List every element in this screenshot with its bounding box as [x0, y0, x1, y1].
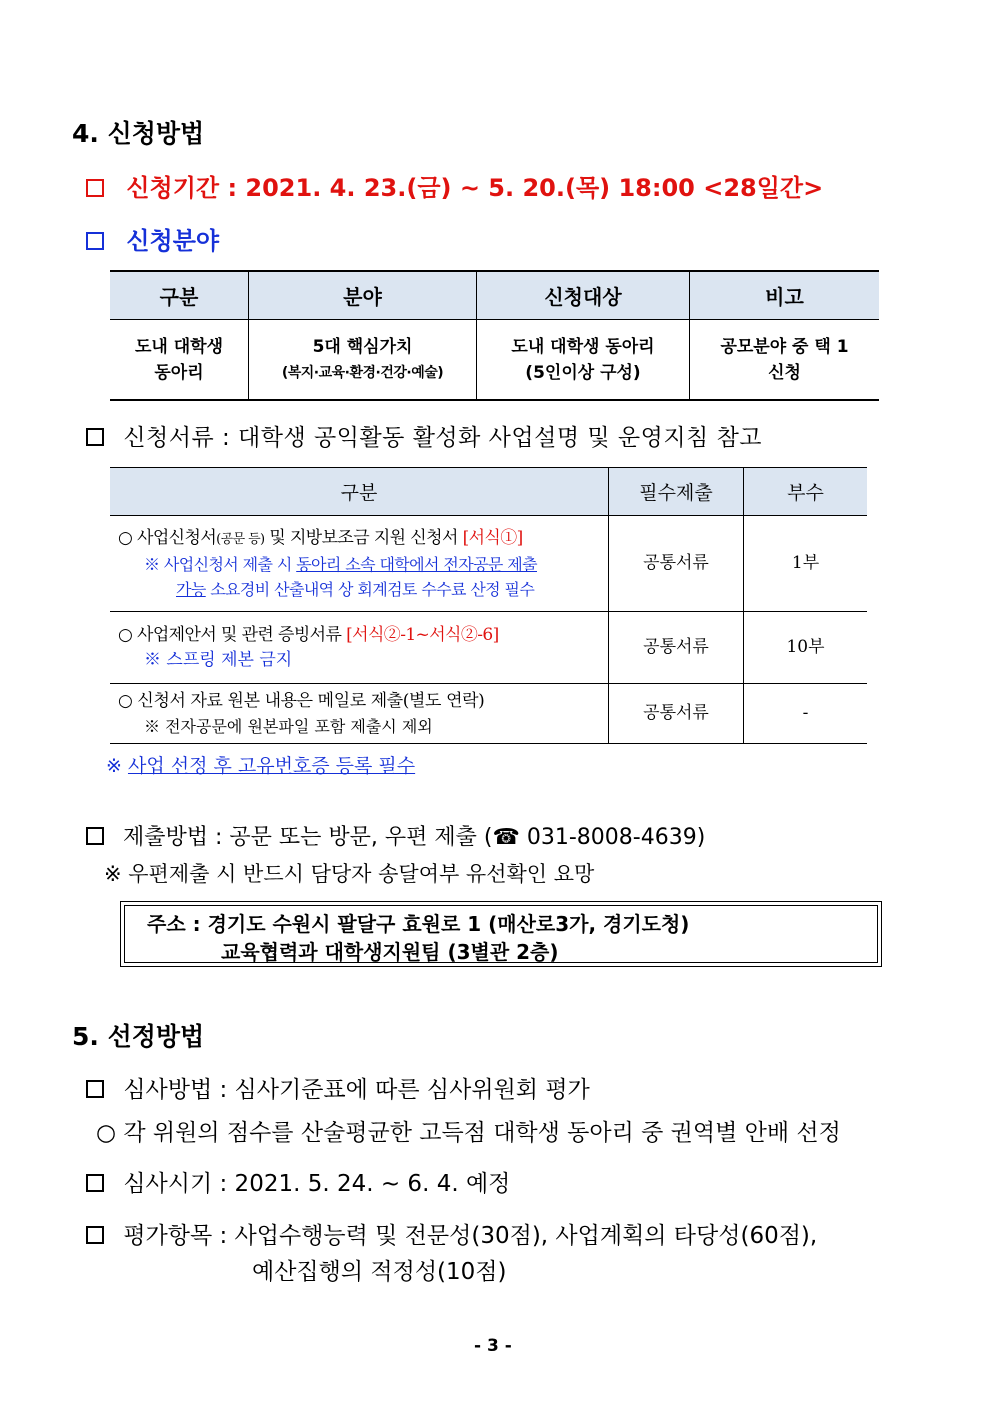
doc-description — [110, 516, 609, 612]
checkbox-square-icon — [86, 827, 104, 845]
evaluation-items — [86, 1217, 817, 1250]
doc-required: 공통서류 — [609, 516, 744, 612]
checkbox-square-icon — [86, 1226, 104, 1244]
cell-line: 공모분야 중 택 1 — [720, 336, 849, 357]
table-row — [110, 684, 867, 744]
cell-field — [249, 320, 477, 401]
evaluation-items-text: 평가항목 : 사업수행능력 및 전문성(30점), 사업계획의 타당성(60점), — [123, 1223, 818, 1249]
header-category: 구분 — [110, 271, 249, 320]
review-period — [86, 1165, 510, 1198]
checkbox-square-icon — [86, 1174, 104, 1192]
checkbox-square-icon — [86, 1080, 104, 1098]
evaluation-items-continued: 예산집행의 적정성(10점) — [252, 1259, 507, 1285]
form-tag: [서식②-1~서식②-6] — [346, 624, 499, 645]
address-line-1: 주소 : 경기도 수원시 팔달구 효원로 1 (매산로3가, 경기도청) — [147, 912, 690, 936]
submission-note: ※ 우편제출 시 반드시 담당자 송달여부 유선확인 요망 — [104, 862, 595, 886]
doc-line — [118, 526, 602, 552]
form-tag: [서식①] — [462, 527, 523, 548]
doc-count: 10부 — [744, 612, 868, 684]
cell-line: 신청 — [768, 362, 801, 383]
header-field: 분야 — [249, 271, 477, 320]
doc-line — [118, 623, 602, 648]
page-number: - 3 - — [474, 1336, 512, 1356]
doc-title: ○ 신청서 자료 원본 내용은 메일로 제출(별도 연락) — [118, 690, 485, 711]
application-documents-text: 신청서류 : 대학생 공익활동 활성화 사업설명 및 운영지침 참고 — [123, 425, 762, 451]
doc-description — [110, 684, 609, 744]
review-method — [86, 1071, 590, 1104]
section-4-title: 4. 신청방법 — [72, 119, 205, 148]
cell-line: 동아리 — [154, 362, 204, 383]
documents-table-header — [110, 468, 867, 516]
doc-required: 공통서류 — [609, 684, 744, 744]
submission-method — [86, 820, 705, 851]
doc-note: ※ 전자공문에 원본파일 포함 제출시 제외 — [144, 716, 433, 736]
doc-required: 공통서류 — [609, 612, 744, 684]
cell-line: (복지·교육·환경·건강·예술) — [281, 364, 444, 381]
note-part: ※ 사업신청서 제출 시 — [144, 554, 297, 574]
note-part: 동아리 소속 대학에서 전자공문 제출 — [296, 554, 537, 574]
address-line-2: 교육협력과 대학생지원팀 (3별관 2층) — [221, 940, 559, 964]
doc-count: - — [744, 684, 868, 744]
doc-title-rest: 및 지방보조금 지원 신청서 — [264, 527, 463, 548]
application-field-text: 신청분야 — [126, 227, 220, 255]
cell-line: 도내 대학생 동아리 — [511, 336, 655, 357]
field-table-header — [110, 271, 879, 320]
doc-registration-note — [106, 751, 415, 778]
doc-note — [118, 577, 602, 602]
submission-method-text: 제출방법 : 공문 또는 방문, 우편 제출 (☎ 031-8008-4639) — [123, 825, 706, 850]
cell-target — [477, 320, 690, 401]
checkbox-square-icon — [86, 232, 104, 250]
cell-line: (5인이상 구성) — [525, 362, 641, 383]
note-text: 사업 선정 후 고유번호증 등록 필수 — [127, 755, 416, 777]
note-part: 가능 — [176, 579, 206, 599]
doc-note — [118, 552, 602, 577]
documents-table — [110, 467, 867, 744]
checkbox-square-icon — [86, 428, 104, 446]
header-target: 신청대상 — [477, 271, 690, 320]
note-part: 소요경비 산출내역 상 회계검토 수수료 산정 필수 — [205, 579, 535, 599]
doc-title: ○ 사업신청서 — [118, 527, 217, 548]
table-row — [110, 320, 879, 401]
cell-category — [110, 320, 249, 401]
table-row — [110, 516, 867, 612]
application-documents-label — [86, 419, 762, 452]
doc-count: 1부 — [744, 516, 868, 612]
section-5-title: 5. 선정방법 — [72, 1022, 205, 1051]
header-required: 필수제출 — [609, 468, 744, 516]
doc-note: ※ 스프링 제본 금지 — [144, 649, 293, 670]
review-method-text: 심사방법 : 심사기준표에 따른 심사위원회 평가 — [123, 1077, 590, 1103]
header-category: 구분 — [110, 468, 609, 516]
header-note: 비고 — [690, 271, 880, 320]
field-table — [110, 270, 879, 401]
address-box — [120, 901, 882, 967]
note-mark: ※ — [106, 755, 128, 777]
doc-title: ○ 사업제안서 및 관련 증빙서류 — [118, 624, 347, 645]
doc-title-small: (공문 등) — [216, 531, 265, 547]
cell-line: 5대 핵심가치 — [312, 336, 413, 357]
review-detail: ○ 각 위원의 점수를 산술평균한 고득점 대학생 동아리 중 권역별 안배 선정 — [96, 1120, 841, 1146]
cell-note — [690, 320, 880, 401]
doc-description — [110, 612, 609, 684]
cell-line: 도내 대학생 — [134, 336, 224, 357]
table-row — [110, 612, 867, 684]
application-period — [86, 168, 823, 203]
application-field-label — [86, 221, 219, 256]
header-copies: 부수 — [744, 468, 868, 516]
application-period-text: 신청기간 : 2021. 4. 23.(금) ~ 5. 20.(목) 18:00 <28일간> — [126, 174, 824, 202]
checkbox-square-icon — [86, 179, 104, 197]
review-period-text: 심사시기 : 2021. 5. 24. ~ 6. 4. 예정 — [123, 1171, 511, 1197]
